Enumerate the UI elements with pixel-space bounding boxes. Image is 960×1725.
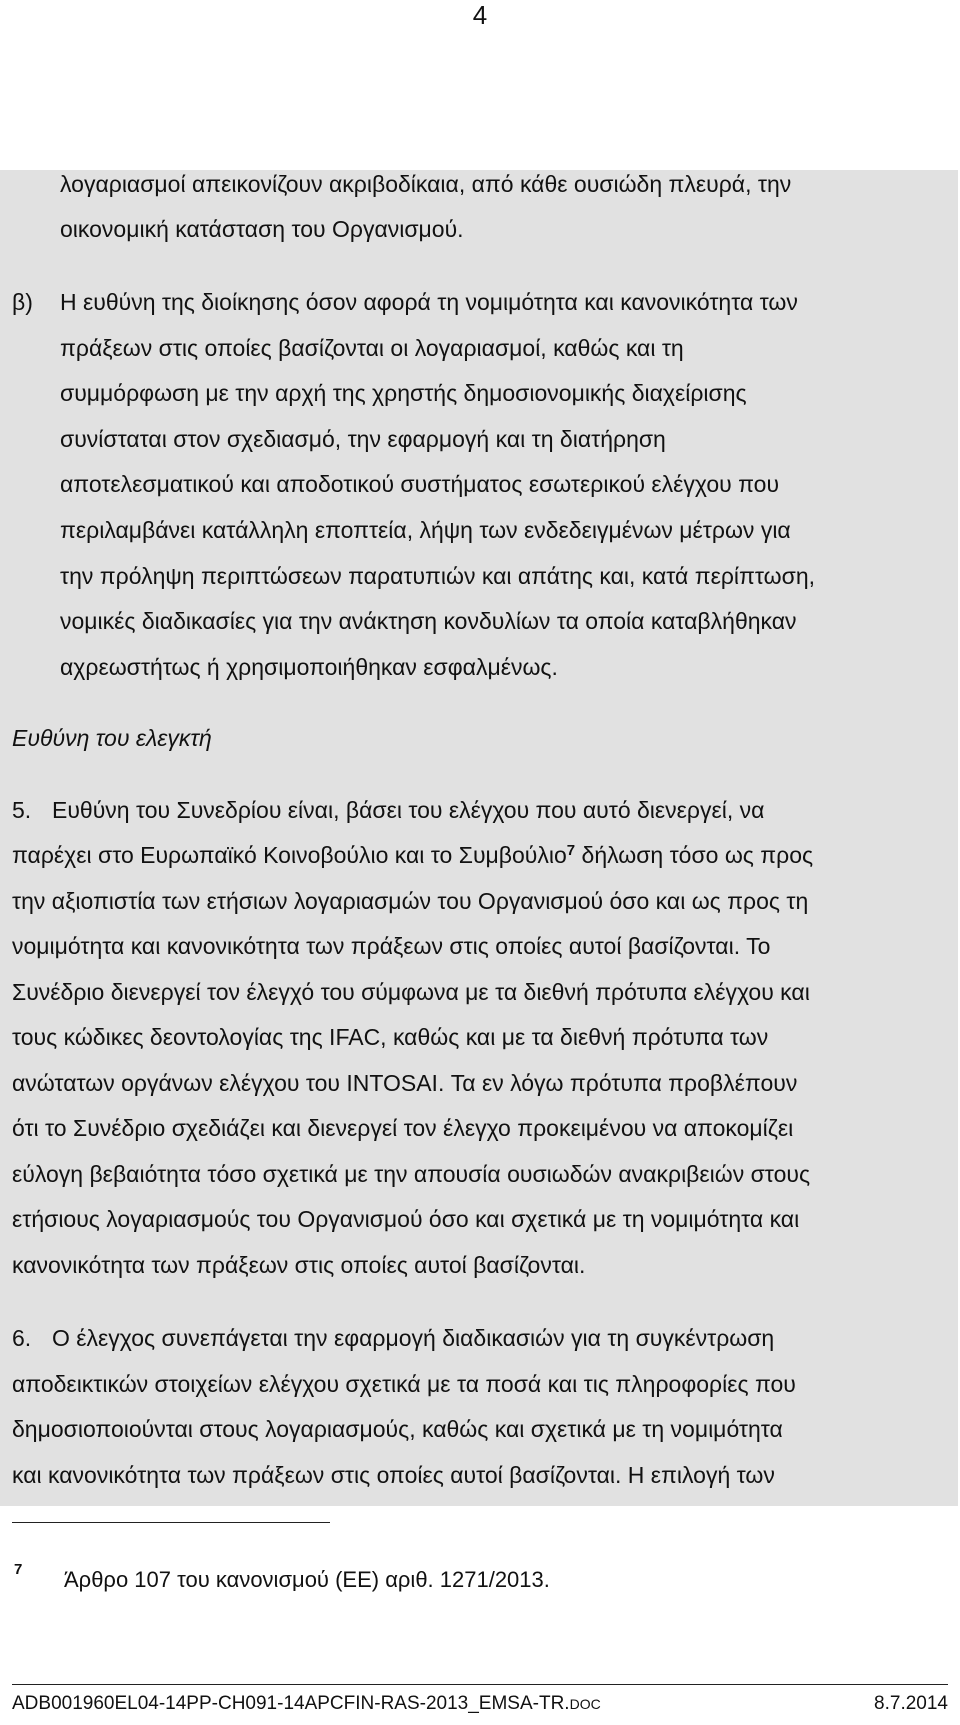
- footer-separator: [12, 1684, 948, 1685]
- doc-extension: DOC: [569, 1696, 601, 1712]
- footnote-reference[interactable]: 7: [566, 842, 576, 859]
- footnote-text: Άρθρο 107 του κανονισμού (ΕΕ) αριθ. 1271/2013.: [64, 1567, 550, 1592]
- text-line: ανώτατων οργάνων ελέγχου του INTOSAI. Τα εν λόγω πρότυπα προβλέπουν: [12, 1070, 798, 1096]
- text-line: αχρεωστήτως ή χρησιμοποιήθηκαν εσφαλμένως.: [60, 654, 558, 680]
- footnote-separator: [12, 1522, 330, 1523]
- paragraph-number: 6.: [12, 1325, 32, 1351]
- doc-id-text: ADB001960EL04-14PP-CH091-14APCFIN-RAS-2013_EMSA-TR.: [12, 1693, 570, 1714]
- footer-doc-id: [12, 1692, 601, 1716]
- text-line: Συνέδριο διενεργεί τον έλεγχό του σύμφωνα με τα διεθνή πρότυπα ελέγχου και: [12, 979, 810, 1005]
- text-line: κανονικότητα των πράξεων στις οποίες αυτοί βασίζονται.: [12, 1252, 586, 1278]
- text-line: εύλογη βεβαιότητα τόσο σχετικά με την απουσία ουσιωδών ανακριβειών στους: [12, 1161, 811, 1187]
- text-line: ετήσιους λογαριασμούς του Οργανισμού όσο και σχετικά με τη νομιμότητα και: [12, 1206, 800, 1232]
- text-line: ότι το Συνέδριο σχεδιάζει και διενεργεί τον έλεγχο προκειμένου να αποκομίζει: [12, 1115, 794, 1141]
- item-label: β): [12, 289, 33, 315]
- text-line: Ο έλεγχος συνεπάγεται την εφαρμογή διαδικασιών για τη συγκέντρωση: [52, 1325, 775, 1351]
- text-line: νομικές διαδικασίες για την ανάκτηση κονδυλίων τα οποία καταβλήθηκαν: [60, 608, 797, 634]
- text-segment: δήλωση τόσο ως προς: [575, 842, 814, 868]
- text-line: πράξεων στις οποίες βασίζονται οι λογαριασμοί, καθώς και τη: [60, 335, 684, 361]
- text-line: λογαριασμοί απεικονίζουν ακριβοδίκαια, από κάθε ουσιώδη πλευρά, την: [60, 171, 792, 197]
- text-line: συνίσταται στον σχεδιασμό, την εφαρμογή και τη διατήρηση: [60, 426, 666, 452]
- page-number: 4: [472, 0, 488, 30]
- paragraph-number: 5.: [12, 797, 32, 823]
- text-line: νομιμότητα και κανονικότητα των πράξεων στις οποίες αυτοί βασίζονται. Το: [12, 933, 771, 959]
- text-line: περιλαμβάνει κατάλληλη εποπτεία, λήψη των ενδεδειγμένων μέτρων για: [60, 517, 791, 543]
- footnote-mark: 7: [14, 1561, 23, 1578]
- text-line: και κανονικότητα των πράξεων στις οποίες αυτοί βασίζονται. Η επιλογή των: [12, 1462, 775, 1488]
- text-line: την αξιοπιστία των ετήσιων λογαριασμών του Οργανισμού όσο και ως προς τη: [12, 888, 809, 914]
- shaded-text-box: [0, 170, 958, 1506]
- text-line: συμμόρφωση με την αρχή της χρηστής δημοσιονομικής διαχείρισης: [60, 380, 747, 406]
- text-line: αποτελεσματικού και αποδοτικού συστήματος εσωτερικού ελέγχου που: [60, 471, 780, 497]
- text-line: οικονομική κατάσταση του Οργανισμού.: [60, 216, 464, 242]
- text-line: αποδεικτικών στοιχείων ελέγχου σχετικά με τα ποσά και τις πληροφορίες που: [12, 1371, 796, 1397]
- text-line: την πρόληψη περιπτώσεων παρατυπιών και απάτης και, κατά περίπτωση,: [60, 563, 816, 589]
- section-heading: Ευθύνη του ελεγκτή: [12, 725, 212, 751]
- text-segment: παρέχει στο Ευρωπαϊκό Κοινοβούλιο και το Συμβούλιο: [12, 842, 567, 868]
- text-line: δημοσιοποιούνται στους λογαριασμούς, καθώς και σχετικά με τη νομιμότητα: [12, 1416, 783, 1442]
- text-line: τους κώδικες δεοντολογίας της IFAC, καθώς και με τα διεθνή πρότυπα των: [12, 1024, 769, 1050]
- text-line-with-footnote: [12, 840, 813, 870]
- text-line: Ευθύνη του Συνεδρίου είναι, βάσει του ελέγχου που αυτό διενεργεί, να: [52, 797, 765, 823]
- footer-date: 8.7.2014: [874, 1693, 948, 1714]
- text-line: Η ευθύνη της διοίκησης όσον αφορά τη νομιμότητα και κανονικότητα των: [60, 289, 798, 315]
